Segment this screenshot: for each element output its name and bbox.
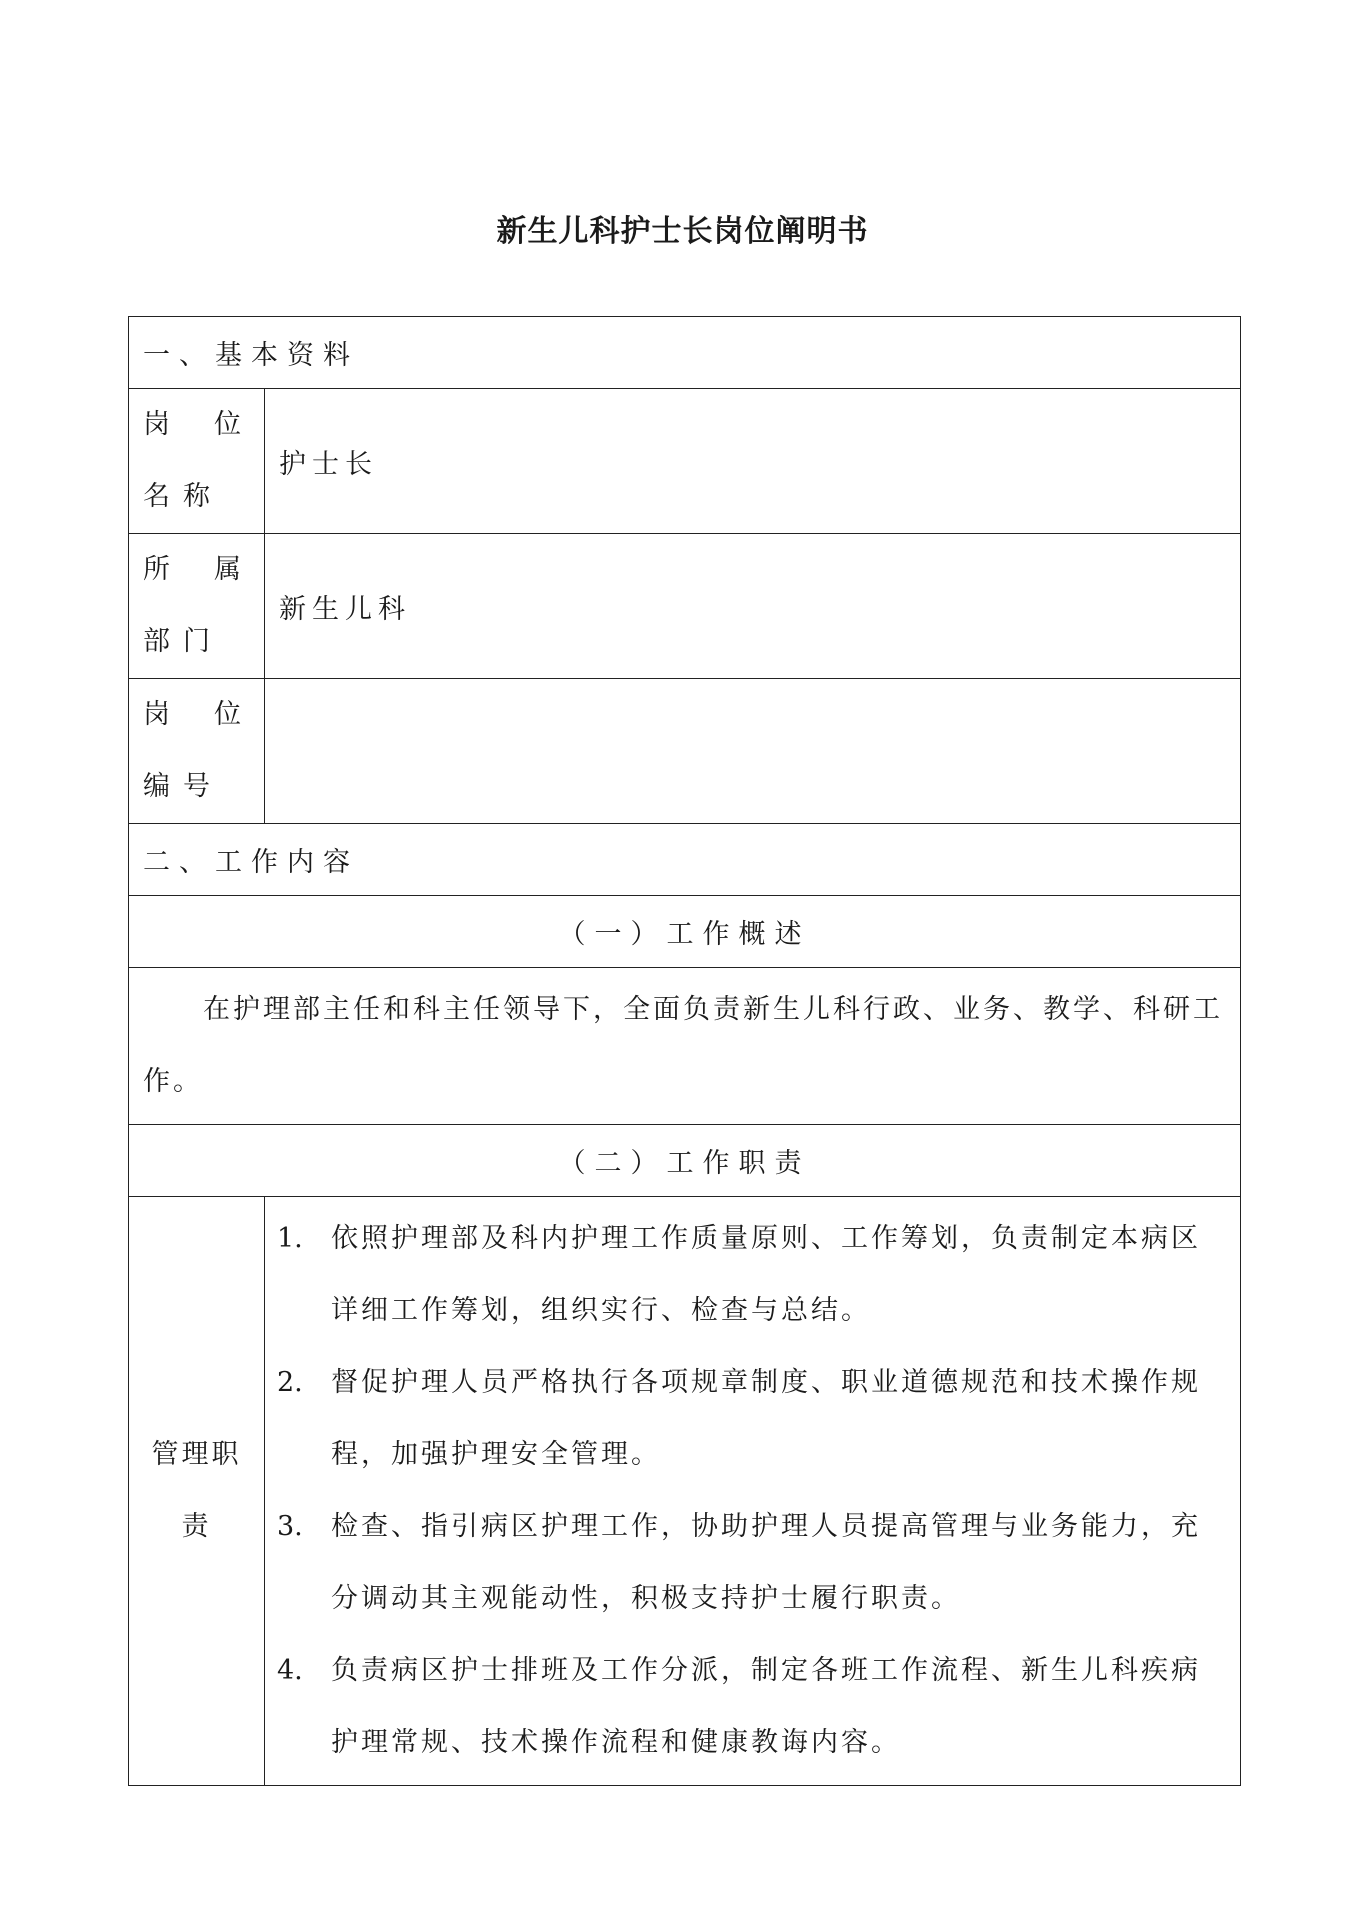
- duty-text: 督促护理人员严格执行各项规章制度、职业道德规范和技术操作规程，加强护理安全管理。: [331, 1367, 1201, 1470]
- duty-number: 1.: [277, 1223, 303, 1254]
- duty-text: 依照护理部及科内护理工作质量原则、工作筹划，负责制定本病区详细工作筹划，组织实行、检查与总结。: [331, 1223, 1201, 1326]
- position-number-value: [265, 679, 1241, 824]
- position-number-label: 岗位编号: [129, 679, 265, 824]
- list-item: [277, 1491, 1226, 1635]
- section-work-content-row: [129, 824, 1241, 896]
- table-row: [129, 679, 1241, 824]
- overview-heading: （一）工作概述: [129, 896, 1241, 968]
- table-row: [129, 534, 1241, 679]
- duty-number: 3.: [277, 1511, 303, 1542]
- duties-heading: （二）工作职责: [129, 1125, 1241, 1197]
- department-label: 所属部门: [129, 534, 265, 679]
- overview-text: 在护理部主任和科主任领导下，全面负责新生儿科行政、业务、教学、科研工作。: [143, 994, 1223, 1097]
- duty-text: 检查、指引病区护理工作，协助护理人员提高管理与业务能力，充分调动其主观能动性，积极支持护士履行职责。: [331, 1511, 1201, 1614]
- list-item: [277, 1203, 1226, 1347]
- table-row: [129, 389, 1241, 534]
- position-name-label: 岗位名称: [129, 389, 265, 534]
- department-value: 新生儿科: [265, 534, 1241, 679]
- job-description-table: [128, 316, 1241, 1786]
- duties-heading-row: [129, 1125, 1241, 1197]
- duties-row: [129, 1197, 1241, 1786]
- overview-text-row: [129, 968, 1241, 1125]
- section-work-content-heading: 二、工作内容: [129, 824, 1241, 896]
- section-basic-info-row: [129, 317, 1241, 389]
- list-item: [277, 1635, 1226, 1779]
- overview-cell: [129, 968, 1241, 1125]
- duties-cell: [265, 1197, 1241, 1786]
- duty-list: [265, 1197, 1240, 1785]
- duty-number: 4.: [277, 1655, 303, 1686]
- duty-text: 负责病区护士排班及工作分派，制定各班工作流程、新生儿科疾病护理常规、技术操作流程和健康教诲内容。: [331, 1655, 1201, 1758]
- document-title: 新生儿科护士长岗位阐明书: [496, 214, 869, 249]
- section-basic-info-heading: 一、基本资料: [129, 317, 1241, 389]
- management-duties-label: 管理职责: [129, 1197, 265, 1786]
- overview-heading-row: [129, 896, 1241, 968]
- position-name-value: 护士长: [265, 389, 1241, 534]
- duty-number: 2.: [277, 1367, 303, 1398]
- list-item: [277, 1347, 1226, 1491]
